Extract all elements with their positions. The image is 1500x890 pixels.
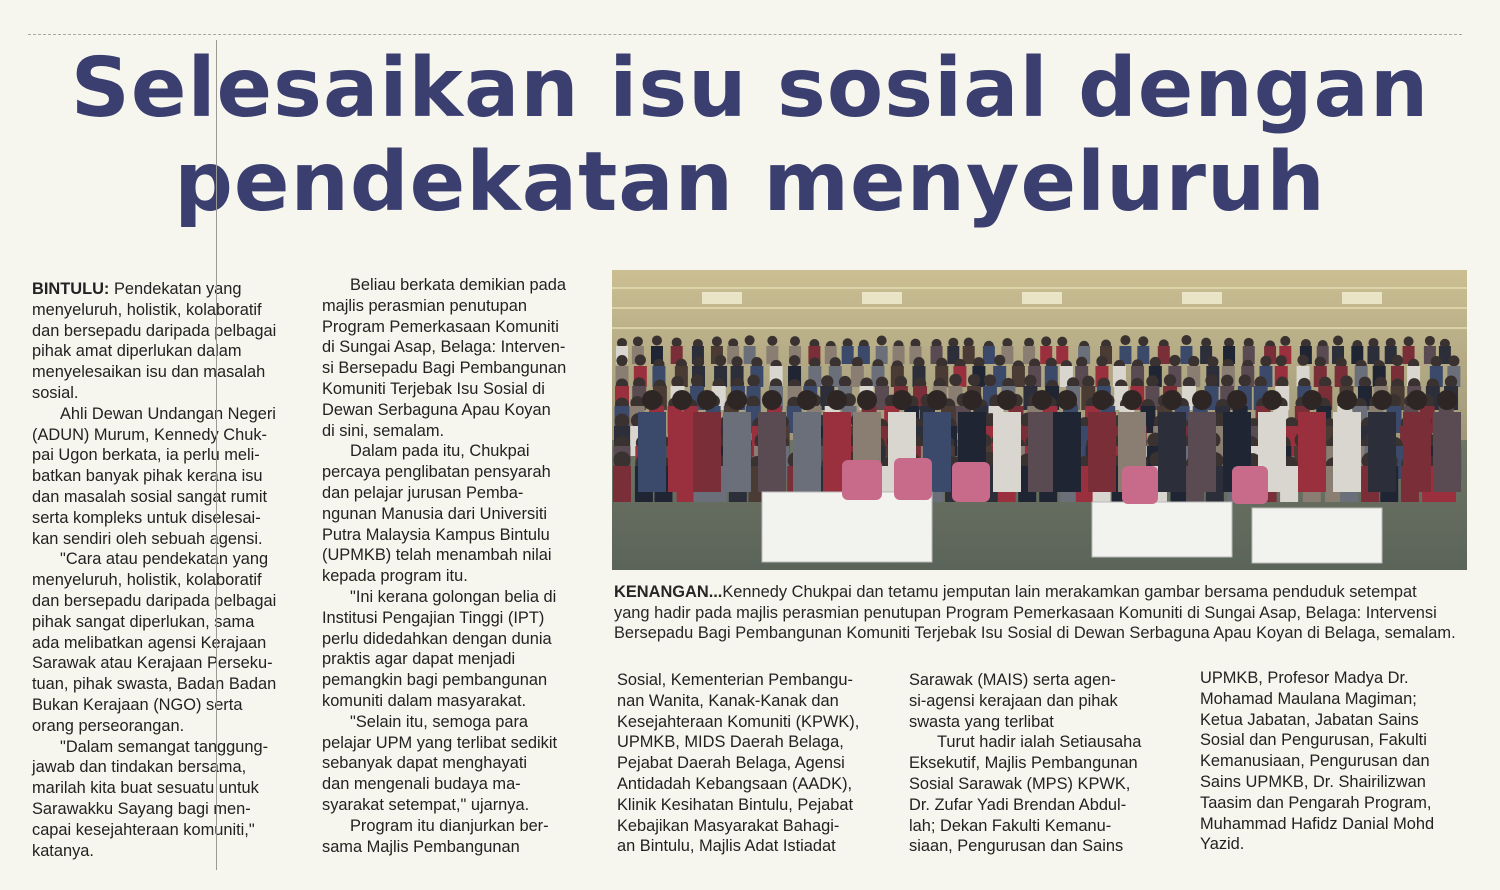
article-line: pihak sangat diperlukan, sama	[32, 612, 255, 631]
article-line: Ketua Jabatan, Jabatan Sains	[1200, 710, 1419, 729]
article-line: lah; Dekan Fakulti Kemanu-	[909, 816, 1112, 835]
article-line: Taasim dan Pengarah Program,	[1200, 793, 1432, 812]
article-line: capai kesejahteraan komuniti,"	[32, 820, 255, 839]
article-line: Pejabat Daerah Belaga, Agensi	[617, 754, 845, 773]
article-line: Sosial, Kementerian Pembangu-	[617, 671, 853, 689]
article-line: orang perseorangan.	[32, 716, 185, 735]
article-line: dan bersepadu daripada pelbagai	[32, 321, 277, 340]
article-line: Institusi Pengajian Tinggi (IPT)	[322, 608, 545, 627]
article-line: pemangkin bagi pembangunan	[322, 671, 548, 690]
article-line: sama Majlis Pembangunan	[322, 837, 520, 856]
article-line: perlu didedahkan dengan dunia	[322, 629, 552, 648]
article-line: Kebajikan Masyarakat Bahagi-	[617, 816, 840, 835]
article-line: Turut hadir ialah Setiausaha	[937, 733, 1142, 752]
article-line: (UPMKB) telah menambah nilai	[322, 546, 552, 565]
article-line: "Dalam semangat tanggung-	[60, 737, 269, 756]
article-line: majlis perasmian penutupan	[322, 296, 528, 315]
article-line: Beliau berkata demikian pada	[350, 276, 566, 294]
article-line: UPMKB, Profesor Madya Dr.	[1200, 669, 1409, 687]
article-line: Kemanusiaan, Pengurusan dan	[1200, 752, 1430, 771]
article-line: pelajar UPM yang terlibat sedikit	[322, 733, 558, 752]
article-line: Program Pemerkasaan Komuniti	[322, 317, 559, 336]
article-line: syarakat setempat," ujarnya.	[322, 795, 530, 814]
caption-lead: KENANGAN...	[614, 583, 723, 601]
headline-line-2: pendekatan menyeluruh	[174, 135, 1326, 230]
article-line: Sains UPMKB, Dr. Shairilizwan	[1200, 772, 1426, 791]
article-line: Mohamad Maulana Magiman;	[1200, 689, 1417, 708]
article-line: Klinik Kesihatan Bintulu, Pejabat	[617, 795, 853, 814]
article-line: Program itu dianjurkan ber-	[350, 816, 549, 835]
caption-line-2: yang hadir pada majlis perasmian penutupan Program Pemerkasaan Komuniti di Sungai Asap, Belaga: Intervensi	[614, 603, 1437, 622]
article-line: katanya.	[32, 841, 94, 860]
article-column-4	[909, 670, 1179, 857]
article-column-5	[1200, 668, 1470, 855]
caption-line-1	[614, 582, 1470, 603]
article-line: dan mengenali budaya ma-	[322, 775, 521, 794]
caption-line-3: Bersepadu Bagi Pembangunan Komuniti Terjebak Isu Sosial di Dewan Serbaguna Apau Koyan di Belaga, semalam.	[614, 624, 1456, 643]
article-line: Sarawakku Sayang bagi men-	[32, 799, 251, 818]
article-line: marilah kita buat sesuatu untuk	[32, 779, 259, 798]
article-line: ngunan Manusia dari Universiti	[322, 504, 548, 523]
article-line: pihak amat diperlukan dalam	[32, 342, 242, 361]
article-line: an Bintulu, Majlis Adat Istiadat	[617, 837, 836, 856]
article-line: Dalam pada itu, Chukpai	[350, 442, 530, 461]
article-line: ada melibatkan agensi Kerajaan	[32, 633, 267, 652]
article-line: BINTULU: Pendekatan yang	[32, 280, 242, 298]
article-line: jawab dan tindakan bersama,	[32, 758, 247, 777]
article-line: Yazid.	[1200, 835, 1245, 854]
article-line: Kesejahteraan Komuniti (KPWK),	[617, 712, 860, 731]
article-line: Putra Malaysia Kampus Bintulu	[322, 525, 550, 544]
article-line: si Bersepadu Bagi Pembangunan	[322, 359, 567, 378]
article-line: dan masalah sosial sangat rumit	[32, 487, 268, 506]
scan-fold-line	[216, 40, 217, 870]
article-line: menyeluruh, holistik, kolaboratif	[32, 300, 262, 319]
article-column-2	[322, 275, 597, 857]
article-line: swasta yang terlibat	[909, 712, 1054, 731]
article-line: praktis agar dapat menjadi	[322, 650, 516, 669]
article-line: menyelesaikan isu dan masalah	[32, 363, 266, 382]
article-line: sosial.	[32, 383, 79, 402]
article-line: percaya penglibatan pensyarah	[322, 463, 551, 482]
article-line: nan Wanita, Kanak-Kanak dan	[617, 691, 839, 710]
article-line: Sosial Sarawak (MPS) KPWK,	[909, 774, 1131, 793]
article-line: Muhammad Hafidz Danial Mohd	[1200, 814, 1435, 833]
article-line: Sarawak (MAIS) serta agen-	[909, 671, 1116, 689]
article-line: Ahli Dewan Undangan Negeri	[60, 404, 276, 423]
article-line: si-agensi kerajaan dan pihak	[909, 691, 1118, 710]
article-column-1	[32, 279, 300, 861]
article-line: Sosial dan Pengurusan, Fakulti	[1200, 731, 1427, 750]
headline	[20, 42, 1480, 230]
article-line: tuan, pihak swasta, Badan Badan	[32, 675, 277, 694]
article-line: "Cara atau pendekatan yang	[60, 550, 269, 569]
article-line: menyeluruh, holistik, kolaboratif	[32, 571, 262, 590]
article-line: di sini, semalam.	[322, 421, 445, 440]
article-line: dan pelajar jurusan Pemba-	[322, 483, 524, 502]
article-line: Antidadah Kebangsaan (AADK),	[617, 774, 853, 793]
article-line: pai Ugon berkata, ia perlu meli-	[32, 446, 260, 465]
article-line: sebanyak dapat menghayati	[322, 754, 528, 773]
article-line: Dewan Serbaguna Apau Koyan	[322, 400, 551, 419]
dateline: BINTULU:	[32, 280, 110, 298]
article-line: Komuniti Terjebak Isu Sosial di	[322, 379, 545, 398]
article-line: (ADUN) Murum, Kennedy Chuk-	[32, 425, 267, 444]
article-line: kepada program itu.	[322, 567, 468, 586]
article-line: komuniti dalam masyarakat.	[322, 691, 527, 710]
group-photo-image	[612, 270, 1467, 570]
article-line: Sarawak atau Kerajaan Perseku-	[32, 654, 273, 673]
article-line: "Selain itu, semoga para	[350, 712, 529, 731]
article-line: "Ini kerana golongan belia di	[350, 587, 557, 606]
article-line: di Sungai Asap, Belaga: Interven-	[322, 338, 566, 357]
top-rule	[28, 34, 1462, 35]
caption-line-1-text: Kennedy Chukpai dan tetamu jemputan lain merakamkan gambar bersama penduduk setempat	[722, 583, 1417, 601]
article-line: UPMKB, MIDS Daerah Belaga,	[617, 733, 844, 752]
article-line: Dr. Zufar Yadi Brendan Abdul-	[909, 795, 1127, 814]
article-line: kan sendiri oleh sebuah agensi.	[32, 529, 263, 548]
article-line: batkan banyak pihak kerana isu	[32, 467, 263, 486]
news-photo	[612, 270, 1467, 570]
article-line: Bukan Kerajaan (NGO) serta	[32, 695, 243, 714]
article-column-3	[617, 670, 887, 857]
article-line: dan bersepadu daripada pelbagai	[32, 591, 277, 610]
article-line: Eksekutif, Majlis Pembangunan	[909, 754, 1138, 773]
photo-caption	[614, 582, 1470, 644]
article-line: siaan, Pengurusan dan Sains	[909, 837, 1124, 856]
article-line: serta kompleks untuk diselesai-	[32, 508, 261, 527]
headline-line-1: Selesaikan isu sosial dengan	[70, 41, 1430, 136]
